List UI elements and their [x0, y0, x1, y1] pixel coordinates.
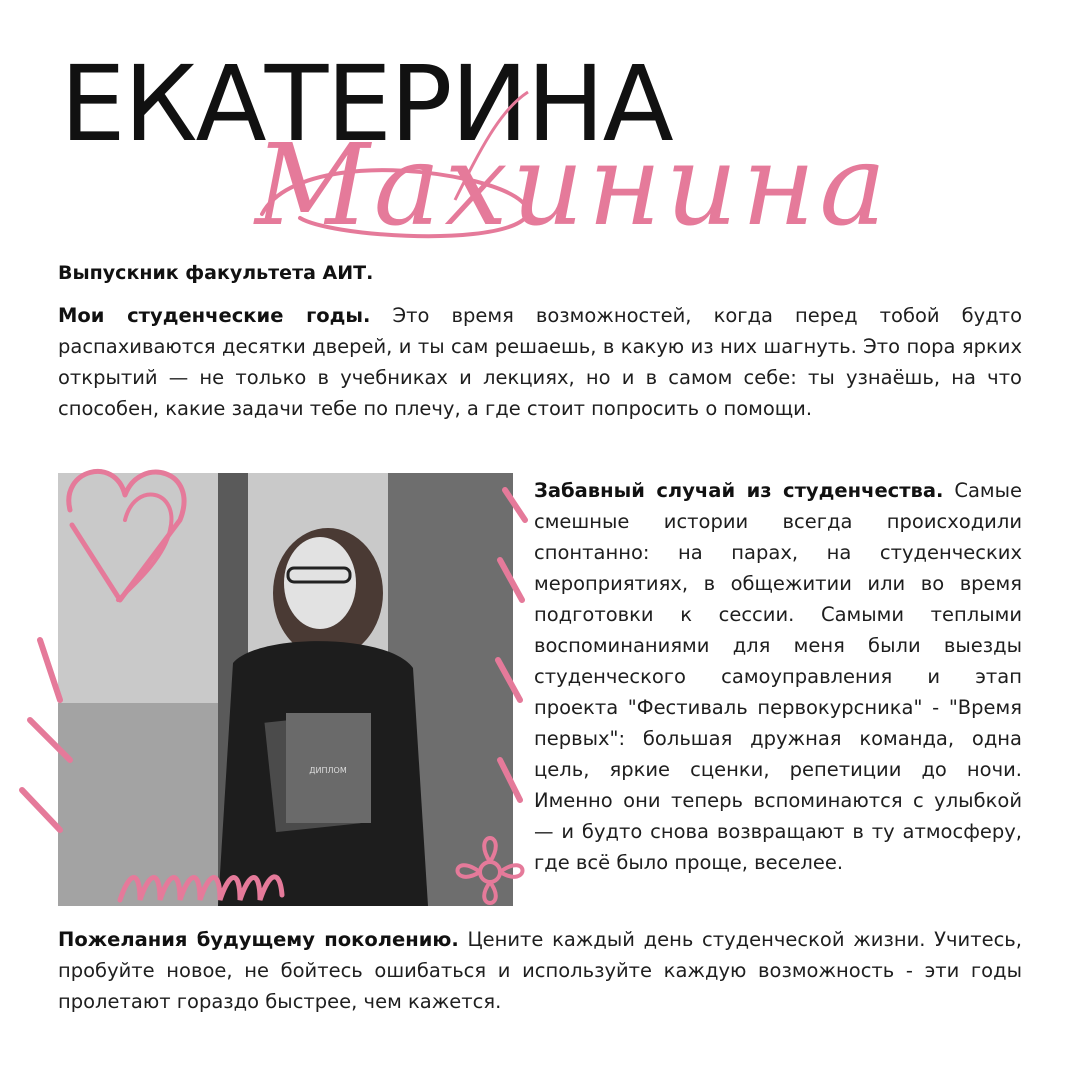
section-heading: Забавный случай из студенчества. — [534, 479, 944, 502]
first-name-heading: ЕКАТЕРИНА — [60, 43, 672, 165]
section-body: Самые смешные истории всегда происходили спонтанно: на парах, на студенческих мероприятиях, в общежитии или во время подготовки к сессии. Самыми теплыми воспоминаниями для меня были выезды студенческого самоуправления и этап проекта "Фестиваль первокурсника" - "Время первых": большая дружная команда, одна цель, яркие сценки, репетиции до ночи. Именно они теперь вспоминаются с улыбкой — и будто снова возвращают в ту атмосферу, где всё было проще, веселее. — [534, 479, 1022, 874]
section-student-years — [58, 300, 1022, 424]
diploma-label: ДИПЛОМ — [309, 766, 347, 775]
section-wishes — [58, 924, 1022, 1017]
last-name-script: Махинина — [255, 121, 891, 251]
subtitle: Выпускник факультета АИТ. — [58, 262, 374, 284]
graduate-photo — [58, 473, 513, 906]
section-funny-case — [534, 475, 1022, 878]
section-heading: Пожелания будущему поколению. — [58, 928, 459, 951]
section-body: Это время возможностей, когда перед тобой будто распахиваются десятки дверей, и ты сам решаешь, в какую из них шагнуть. Это пора ярких открытий — не только в учебниках и лекциях, но и в самом себе: ты узнаёшь, на что способен, какие задачи тебе по плечу, а где стоит попросить о помощи. — [58, 304, 1022, 420]
section-body: Цените каждый день студенческой жизни. Учитесь, пробуйте новое, не бойтесь ошибаться и используйте каждую возможность - эти годы пролетают гораздо быстрее, чем кажется. — [58, 928, 1022, 1013]
section-heading: Мои студенческие годы. — [58, 304, 371, 327]
